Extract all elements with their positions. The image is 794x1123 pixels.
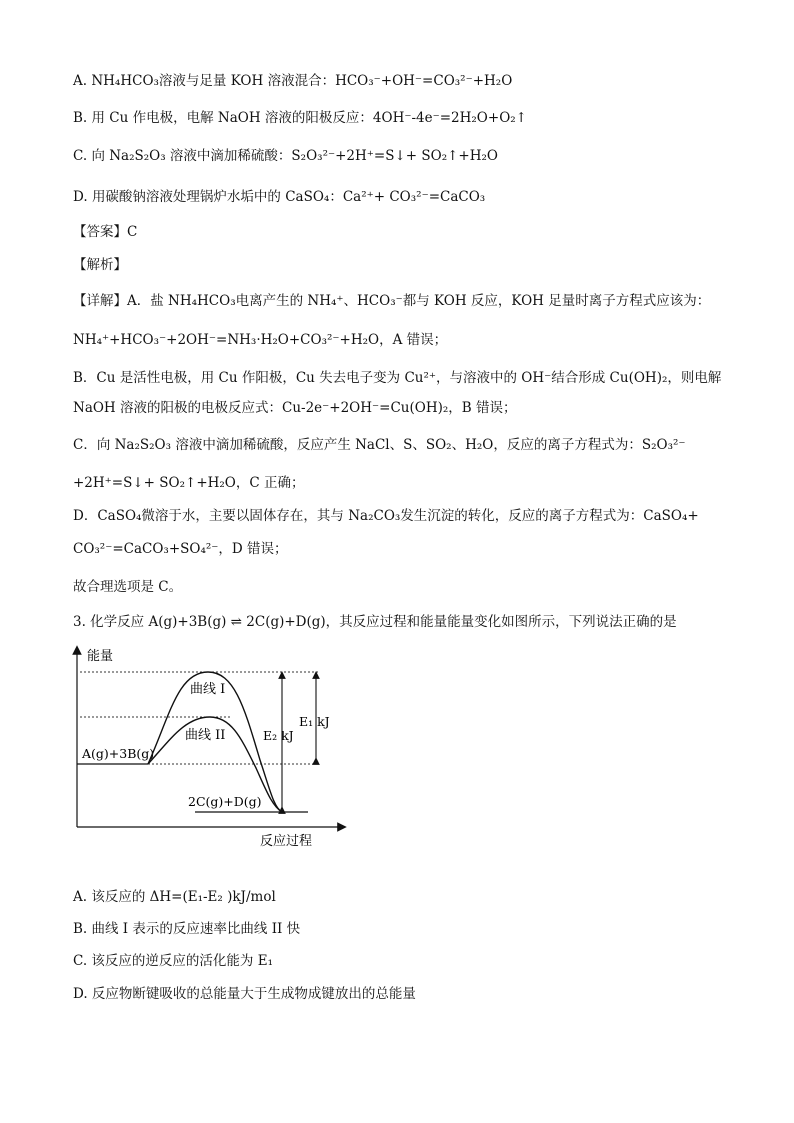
answer: 【答案】C [73, 224, 138, 240]
option-d-label: D. [73, 189, 88, 205]
e1-label: E₁ kJ [299, 714, 330, 729]
detail-a-line2: NH₄⁺+HCO₃⁻+2OH⁻=NH₃·H₂O+CO₃²⁻+H₂O，A 错误； [73, 332, 448, 348]
q3-option-b: B. 曲线 I 表示的反应速率比曲线 II 快 [73, 921, 301, 937]
option-d [73, 187, 485, 207]
q3-option-c: C. 该反应的逆反应的活化能为 E₁ [73, 953, 273, 969]
q3-option-d: D. 反应物断键吸收的总能量大于生成物成键放出的总能量 [73, 986, 416, 1002]
curve-2-label: 曲线 II [185, 728, 226, 743]
option-a [73, 71, 512, 91]
option-b-label: B. [73, 110, 88, 126]
conclusion: 故合理选项是 C。 [73, 579, 183, 595]
detail-c-line2: +2H⁺=S↓+ SO₂↑+H₂O，C 正确； [73, 475, 305, 491]
option-b [73, 108, 527, 128]
question-3-stem: 3. 化学反应 A(g)+3B(g) ⇌ 2C(g)+D(g)，其反应过程和能量能量变化如图所示，下列说法正确的是 [73, 614, 677, 630]
detail-a-line1: 【详解】A．盐 NH₄HCO₃电离产生的 NH₄⁺、HCO₃⁻都与 KOH 反应，KOH 足量时离子方程式应该为： [73, 293, 711, 309]
e2-label: E₂ kJ [263, 728, 294, 743]
reactants-label: A(g)+3B(g) [82, 746, 155, 761]
option-c [73, 146, 498, 166]
detail-c-line1: C．向 Na₂S₂O₃ 溶液中滴加稀硫酸，反应产生 NaCl、S、SO₂、H₂O，反应的离子方程式为：S₂O₃²⁻ [73, 437, 686, 453]
option-d-text: 用碳酸钠溶液处理锅炉水垢中的 CaSO₄：Ca²⁺+ CO₃²⁻=CaCO₃ [91, 189, 486, 205]
analysis-title: 【解析】 [73, 257, 127, 273]
detail-d-line1: D．CaSO₄微溶于水，主要以固体存在，其与 Na₂CO₃发生沉淀的转化，反应的离子方程式为：CaSO₄+ [73, 508, 699, 524]
curve-1-label: 曲线 I [190, 682, 226, 697]
x-axis-label: 反应过程 [260, 834, 313, 849]
detail-d-line2: CO₃²⁻=CaCO₃+SO₄²⁻，D 错误； [73, 541, 288, 557]
detail-b-line1: B．Cu 是活性电极，用 Cu 作阳极，Cu 失去电子变为 Cu²⁺，与溶液中的 OH⁻结合形成 Cu(OH)₂，则电解 [73, 370, 722, 386]
option-c-text: 向 Na₂S₂O₃ 溶液中滴加稀硫酸：S₂O₃²⁻+2H⁺=S↓+ SO₂↑+H₂O [91, 148, 498, 164]
option-b-text: 用 Cu 作电极，电解 NaOH 溶液的阳极反应：4OH⁻-4e⁻=2H₂O+O₂↑ [91, 110, 527, 126]
q3-option-a: A. 该反应的 ΔH=(E₁-E₂ )kJ/mol [73, 889, 276, 905]
energy-diagram [60, 640, 360, 855]
detail-b-line2: NaOH 溶液的阳极的电极反应式：Cu-2e⁻+2OH⁻=Cu(OH)₂，B 错误； [73, 400, 517, 416]
option-c-label: C. [73, 148, 88, 164]
option-a-text: NH₄HCO₃溶液与足量 KOH 溶液混合：HCO₃⁻+OH⁻=CO₃²⁻+H₂O [91, 73, 513, 89]
y-axis-label: 能量 [87, 649, 114, 664]
products-label: 2C(g)+D(g) [188, 794, 262, 809]
option-a-label: A. [73, 73, 88, 89]
